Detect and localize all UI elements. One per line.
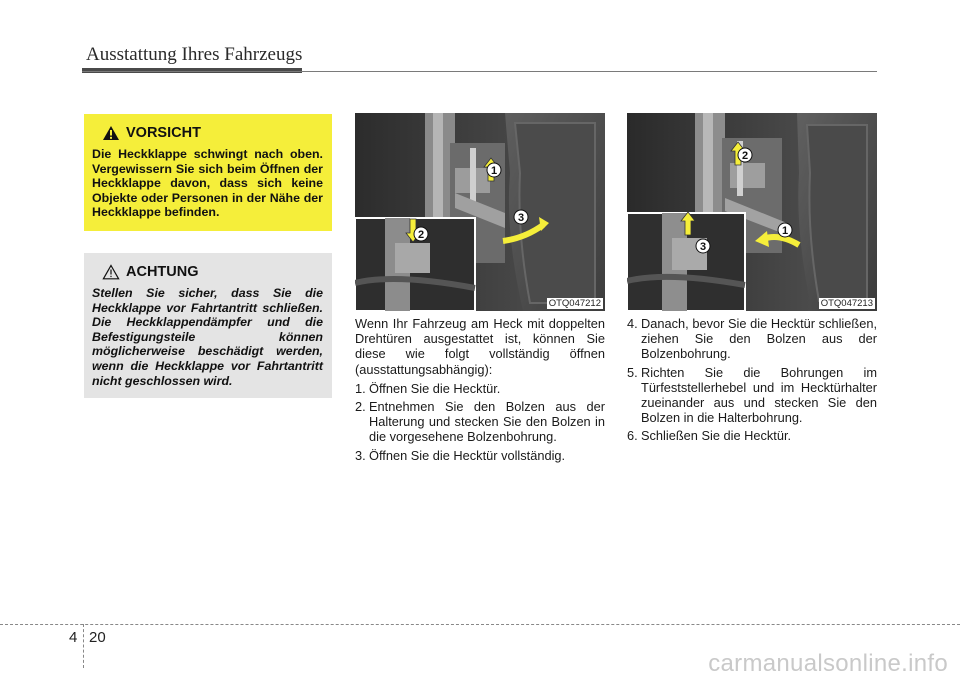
- footer-rule: [0, 624, 960, 625]
- list-item: [355, 399, 605, 445]
- vorsicht-warning-box: [84, 114, 332, 231]
- figure1-marker-1: [487, 163, 501, 177]
- svg-text:3: 3: [517, 212, 525, 224]
- door-hinge-photo-2: [627, 113, 877, 311]
- step-text: Entnehmen Sie den Bolzen aus der Halterung und stecken Sie den Bolzen in die vorgesehene Bolzenbohrung.: [369, 399, 605, 445]
- step-number: 4.: [627, 316, 638, 331]
- list-item: [355, 448, 605, 463]
- door-hinge-photo-1: [355, 113, 605, 311]
- instructions-column-2: [627, 316, 877, 447]
- svg-text:2: 2: [417, 229, 425, 241]
- svg-text:1: 1: [781, 225, 789, 237]
- chapter-number: 4: [69, 629, 78, 646]
- svg-text:2: 2: [741, 150, 749, 162]
- step-text: Öffnen Sie die Hecktür.: [369, 380, 501, 396]
- figure1-marker-3: [514, 210, 528, 224]
- step-text: Schließen Sie die Hecktür.: [641, 428, 792, 444]
- step-text: Danach, bevor Sie die Hecktür schließen, ziehen Sie den Bolzen aus der Bolzenbohrung.: [641, 316, 877, 362]
- figure2-marker-3: [696, 239, 710, 253]
- svg-text:1: 1: [490, 165, 498, 177]
- achtung-notice-box: [84, 253, 332, 398]
- achtung-title: ACHTUNG: [126, 264, 199, 280]
- instructions-column-1: [355, 316, 605, 466]
- figure1-code: OTQ047212: [548, 298, 601, 309]
- step-number: 3.: [355, 447, 366, 463]
- vorsicht-title: VORSICHT: [126, 125, 201, 141]
- achtung-heading: [102, 261, 323, 283]
- list-item: [627, 428, 877, 443]
- warning-triangle-icon: [102, 125, 120, 141]
- figure2-code: OTQ047213: [820, 298, 873, 309]
- list-item: [627, 316, 877, 362]
- watermark: carmanualsonline.info: [708, 650, 948, 677]
- header-rule: [82, 71, 877, 72]
- list-item: [355, 381, 605, 396]
- footer-divider: [83, 624, 84, 668]
- intro-paragraph: Wenn Ihr Fahrzeug am Heck mit doppelten Drehtüren ausgestattet ist, können Sie diese wie folgt vollständig öffnen (ausstattungsabhängig):: [355, 316, 605, 377]
- step-text: Richten Sie die Bohrungen im Türfeststellerhebel und im Hecktürhalter zueinander aus und stecken Sie den Bolzen in die Halterbohrung.: [641, 364, 877, 426]
- page-header-title: Ausstattung Ihres Fahrzeugs: [86, 44, 303, 65]
- figure1-marker-2: [414, 227, 428, 241]
- vorsicht-heading: [102, 122, 323, 144]
- step-number: 2.: [355, 399, 366, 415]
- list-item: [627, 365, 877, 426]
- achtung-text: Stellen Sie sicher, dass Sie die Heckklappe vor Fahrtantritt schließen. Die Heckklappendämpfer und die Befestigungsteile können möglicherweise beschädigt werden, wenn die Heckklappe vor Fahrtantritt nicht geschlossen wird.: [92, 286, 323, 388]
- figure2-marker-1: [778, 223, 792, 237]
- caution-triangle-icon: [102, 264, 120, 280]
- figure2-marker-2: [738, 148, 752, 162]
- step-number: 5.: [627, 364, 638, 380]
- step-number: 1.: [355, 380, 366, 396]
- step-text: Öffnen Sie die Hecktür vollständig.: [369, 447, 566, 463]
- page-number: 20: [89, 629, 106, 646]
- vorsicht-text: Die Heckklappe schwingt nach oben. Vergewissern Sie sich beim Öffnen der Heckklappe davon, dass sich keine Objekte oder Personen in der Nähe der Heckklappe befinden.: [92, 147, 323, 220]
- svg-text:3: 3: [699, 241, 707, 253]
- step-number: 6.: [627, 428, 638, 444]
